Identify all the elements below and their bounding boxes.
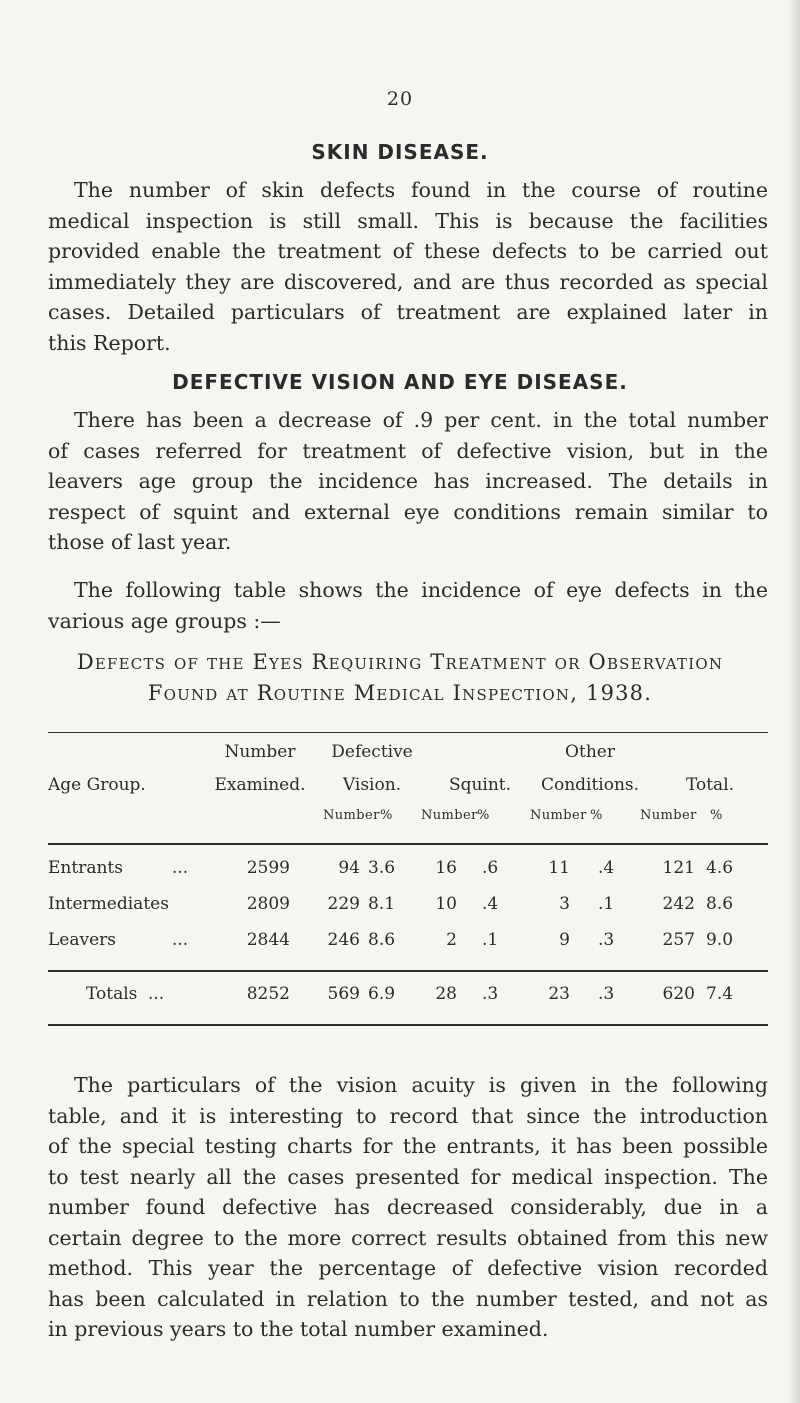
header-total: Total.: [685, 775, 735, 795]
row-dv-percent: 8.1: [368, 894, 396, 914]
row-sq-percent: .4: [482, 894, 499, 914]
paragraph-line: respect of squint and external eye conditions remain similar to: [48, 499, 768, 524]
page-number: 20: [386, 88, 414, 110]
paragraph-line: provided enable the treatment of these defects to be carried out: [48, 239, 768, 263]
row-sq-percent: .6: [482, 858, 499, 878]
row-dv-percent: 8.6: [368, 930, 396, 950]
row-sq-percent: .1: [482, 930, 499, 950]
row-group: Entrants: [48, 858, 123, 878]
table-title-line-2: Found at Routine Medical Inspection, 1938.: [147, 681, 653, 705]
row-dv-number: 246: [327, 930, 360, 950]
closing-paragraph: [48, 1070, 768, 1345]
header-examined: Examined.: [214, 775, 306, 795]
paragraph-line: The number of skin defects found in the course of routine: [74, 178, 768, 202]
totals-total-number: 620: [662, 984, 695, 1004]
header-other: Other: [565, 742, 615, 762]
table-intro-paragraph: [48, 575, 768, 636]
header-age-group: Age Group.: [48, 775, 146, 795]
paragraph-line: table, and it is interesting to record that since the introduction: [48, 1103, 768, 1128]
header-defective: Defective: [331, 742, 413, 762]
row-sq-number: 16: [435, 858, 457, 878]
totals-dv-percent: 6.9: [368, 984, 396, 1004]
row-dots: ...: [172, 930, 189, 950]
row-examined: 2844: [246, 930, 290, 950]
header-number: Number: [224, 742, 296, 762]
row-oc-percent: .3: [598, 930, 615, 950]
row-total-number: 242: [662, 894, 695, 914]
sub-percent-dv: %: [380, 808, 393, 823]
paragraph-line: of cases referred for treatment of defective vision, but in the: [48, 438, 768, 463]
paragraph-line: in previous years to the total number examined.: [48, 1317, 549, 1341]
defective-vision-paragraph: [48, 405, 768, 558]
row-total-percent: 4.6: [706, 858, 734, 878]
paragraph-line: those of last year.: [48, 530, 232, 554]
paragraph-line: certain degree to the more correct results obtained from this new: [48, 1225, 768, 1250]
row-oc-number: 3: [559, 894, 570, 914]
paragraph-line: various age groups :—: [48, 608, 281, 633]
totals-total-percent: 7.4: [706, 984, 734, 1004]
header-conditions: Conditions.: [540, 775, 640, 795]
row-total-number: 257: [662, 930, 695, 950]
sub-number-total: Number: [640, 808, 697, 823]
paragraph-line: number found defective has decreased considerably, due in a: [48, 1195, 768, 1219]
row-examined: 2809: [246, 894, 290, 914]
totals-sq-number: 28: [435, 984, 457, 1004]
row-examined: 2599: [246, 858, 290, 878]
skin-disease-heading: SKIN DISEASE.: [311, 140, 489, 164]
defective-vision-heading: DEFECTIVE VISION AND EYE DISEASE.: [172, 370, 628, 394]
paragraph-line: to test nearly all the cases presented for medical inspection. The: [48, 1164, 768, 1189]
totals-oc-number: 23: [548, 984, 570, 1004]
paragraph-line: has been calculated in relation to the number tested, and not as: [48, 1286, 768, 1311]
paragraph-line: of the special testing charts for the entrants, it has been possible: [48, 1134, 768, 1158]
row-oc-percent: .4: [598, 858, 615, 878]
header-vision: Vision.: [342, 775, 402, 795]
row-oc-number: 9: [559, 930, 570, 950]
paragraph-line: cases. Detailed particulars of treatment are explained later in: [48, 300, 768, 324]
skin-disease-paragraph: [48, 175, 768, 358]
table-title-line-1: Defects of the Eyes Requiring Treatment or Observation: [76, 650, 724, 674]
paragraph-line: There has been a decrease of .9 per cent. in the total number: [74, 408, 768, 432]
table-top-rule: [48, 732, 768, 733]
row-sq-number: 2: [446, 930, 457, 950]
sub-percent-oc: %: [590, 808, 603, 823]
sub-number-sq: Number: [421, 808, 478, 823]
sub-number-dv: Number: [323, 808, 380, 823]
row-total-percent: 9.0: [706, 930, 734, 950]
row-dv-number: 94: [338, 858, 360, 878]
paragraph-line: immediately they are discovered, and are thus recorded as special: [48, 269, 768, 294]
row-total-number: 121: [662, 858, 695, 878]
totals-label: Totals: [86, 984, 138, 1004]
sub-number-oc: Number: [530, 808, 587, 823]
sub-percent-total: %: [710, 808, 723, 823]
paragraph-line: The following table shows the incidence of eye defects in the: [74, 578, 768, 602]
totals-oc-percent: .3: [598, 984, 615, 1004]
row-dv-number: 229: [327, 894, 360, 914]
paragraph-line: The particulars of the vision acuity is given in the following: [74, 1073, 768, 1097]
row-group: Intermediates: [48, 894, 169, 914]
paragraph-line: method. This year the percentage of defective vision recorded: [48, 1256, 768, 1280]
totals-examined: 8252: [246, 984, 290, 1004]
table-totals-rule: [48, 970, 768, 972]
totals-sq-percent: .3: [482, 984, 499, 1004]
row-total-percent: 8.6: [706, 894, 734, 914]
row-sq-number: 10: [435, 894, 457, 914]
row-oc-percent: .1: [598, 894, 615, 914]
paragraph-line: leavers age group the incidence has increased. The details in: [48, 469, 768, 493]
totals-dv-number: 569: [327, 984, 360, 1004]
row-dots: ...: [172, 858, 189, 878]
header-squint: Squint.: [448, 775, 512, 795]
row-dv-percent: 3.6: [368, 858, 396, 878]
row-oc-number: 11: [548, 858, 570, 878]
row-group: Leavers: [48, 930, 116, 950]
totals-dots: ...: [148, 984, 165, 1004]
paragraph-line: this Report.: [48, 330, 171, 355]
sub-percent-sq: %: [477, 808, 490, 823]
paragraph-line: medical inspection is still small. This is because the facilities: [48, 208, 768, 233]
table-bottom-rule: [48, 1024, 768, 1026]
table-header-rule: [48, 843, 768, 845]
